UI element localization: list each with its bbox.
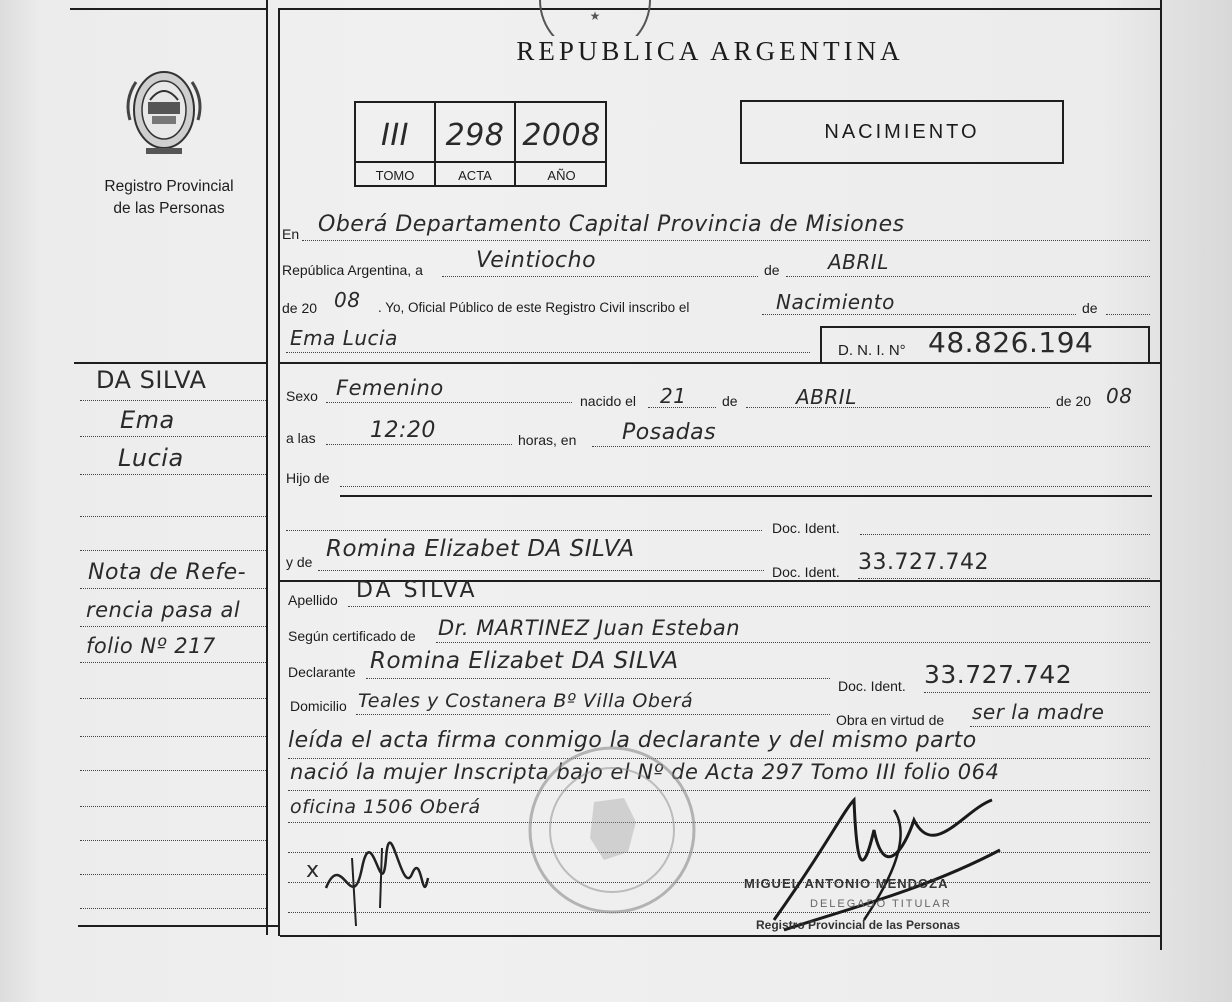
label-declarante: Declarante	[288, 664, 356, 680]
mother-doc: 33.727.742	[858, 550, 989, 575]
acta-label: ACTA	[458, 167, 492, 183]
label-de-birth-year: de 20	[1056, 393, 1092, 409]
label-dni: D. N. I. N°	[838, 342, 906, 359]
dni-number: 48.826.194	[928, 326, 1094, 359]
top-rule-left	[70, 8, 266, 10]
officer-name-stamp: MIGUEL ANTONIO MENDOZA	[744, 876, 949, 891]
observation-line-2: nació la mujer Inscripta bajo el Nº de Acta 297 Tomo III folio 064	[290, 760, 1000, 784]
label-doc-ident-mother: Doc. Ident.	[772, 564, 840, 580]
label-republica: República Argentina, a	[282, 262, 423, 278]
tomo-value: III	[380, 117, 410, 153]
registration-day: Veintiocho	[476, 248, 597, 273]
margin-name-1: Ema	[120, 406, 175, 434]
svg-text:★: ★	[589, 9, 601, 23]
label-apellido: Apellido	[288, 592, 338, 608]
provincial-emblem-icon	[122, 60, 206, 160]
declarant-doc: 33.727.742	[924, 660, 1073, 689]
label-de-month: de	[764, 262, 780, 278]
margin-divider	[74, 362, 268, 364]
form-right-border	[1160, 0, 1162, 950]
declarant-signature-icon	[322, 838, 432, 928]
label-sexo: Sexo	[286, 388, 318, 404]
observation-line-1: leída el acta firma conmigo la declarante y del mismo parto	[288, 728, 977, 753]
label-doc-ident-declarant: Doc. Ident.	[838, 678, 906, 694]
label-yo-oficial: . Yo, Oficial Público de este Registro Civil inscribo el	[378, 300, 690, 315]
declarant-name: Romina Elizabet DA SILVA	[370, 648, 679, 674]
margin-name-2: Lucia	[118, 444, 184, 472]
registry-name-line1: Registro Provincial	[104, 178, 234, 195]
margin-note-1: Nota de Refe-	[88, 560, 247, 585]
surname: DA SILVA	[356, 578, 478, 603]
acta-value: 298	[445, 117, 505, 153]
label-obra-en-virtud: Obra en virtud de	[836, 712, 945, 728]
label-domicilio: Domicilio	[290, 698, 347, 714]
margin-note-3: folio Nº 217	[86, 634, 216, 658]
registry-name-line2: de las Personas	[113, 200, 225, 217]
certifying-doctor: Dr. MARTINEZ Juan Esteban	[438, 616, 741, 640]
place-of-registration: Oberá Departamento Capital Provincia de Misiones	[318, 212, 905, 237]
officer-office-stamp: Registro Provincial de las Personas	[756, 918, 961, 932]
label-horas-en: horas, en	[518, 432, 577, 448]
label-de-birth-month: de	[722, 393, 738, 409]
label-doc-ident-father: Doc. Ident.	[772, 520, 840, 536]
label-de-person: de	[1082, 300, 1098, 316]
tomo-label: TOMO	[375, 167, 415, 183]
label-hijo-de: Hijo de	[286, 470, 330, 486]
label-a-las: a las	[286, 430, 316, 446]
section-rule-2	[340, 495, 1152, 497]
birth-month: ABRIL	[796, 385, 857, 409]
label-de-20: de 20	[282, 300, 318, 316]
document-title: REPUBLICA ARGENTINA	[516, 36, 904, 66]
ano-label: AÑO	[547, 167, 576, 183]
registration-year: 08	[334, 288, 361, 312]
label-segun-certificado: Según certificado de	[288, 628, 416, 644]
observation-line-3: oficina 1506 Oberá	[290, 796, 481, 818]
birth-day: 21	[660, 384, 687, 408]
top-seal-fragment	[535, 0, 655, 36]
declarant-mark: x	[306, 858, 320, 883]
sex: Femenino	[336, 376, 444, 400]
form-left-border	[278, 8, 280, 936]
birth-place: Posadas	[622, 420, 717, 445]
mother-name: Romina Elizabet DA SILVA	[326, 536, 635, 562]
birth-time: 12:20	[370, 418, 436, 443]
dni-box	[820, 326, 1150, 364]
label-nacido-el: nacido el	[580, 393, 637, 409]
officer-role-stamp: DELEGADO TITULAR	[810, 898, 952, 910]
book-reference-table	[354, 101, 607, 187]
top-rule-right	[280, 8, 1160, 10]
label-en: En	[282, 226, 300, 242]
ano-value: 2008	[522, 117, 601, 153]
official-round-seal-icon	[524, 742, 700, 918]
act-type: Nacimiento	[776, 290, 895, 314]
child-first-names: Ema Lucia	[290, 326, 398, 350]
margin-note-2: rencia pasa al	[86, 598, 241, 622]
address: Teales y Costanera Bº Villa Oberá	[358, 690, 694, 712]
record-type-box	[740, 100, 1064, 164]
label-y-de: y de	[286, 554, 313, 570]
bottom-rule-right	[280, 935, 1160, 937]
registration-month: ABRIL	[828, 250, 889, 274]
birth-year: 08	[1106, 384, 1133, 408]
left-column-border	[266, 0, 268, 935]
margin-surname: DA SILVA	[96, 366, 207, 394]
obra-en-virtud-value: ser la madre	[972, 700, 1105, 724]
bottom-rule-left	[78, 925, 278, 927]
record-type: NACIMIENTO	[824, 120, 980, 143]
